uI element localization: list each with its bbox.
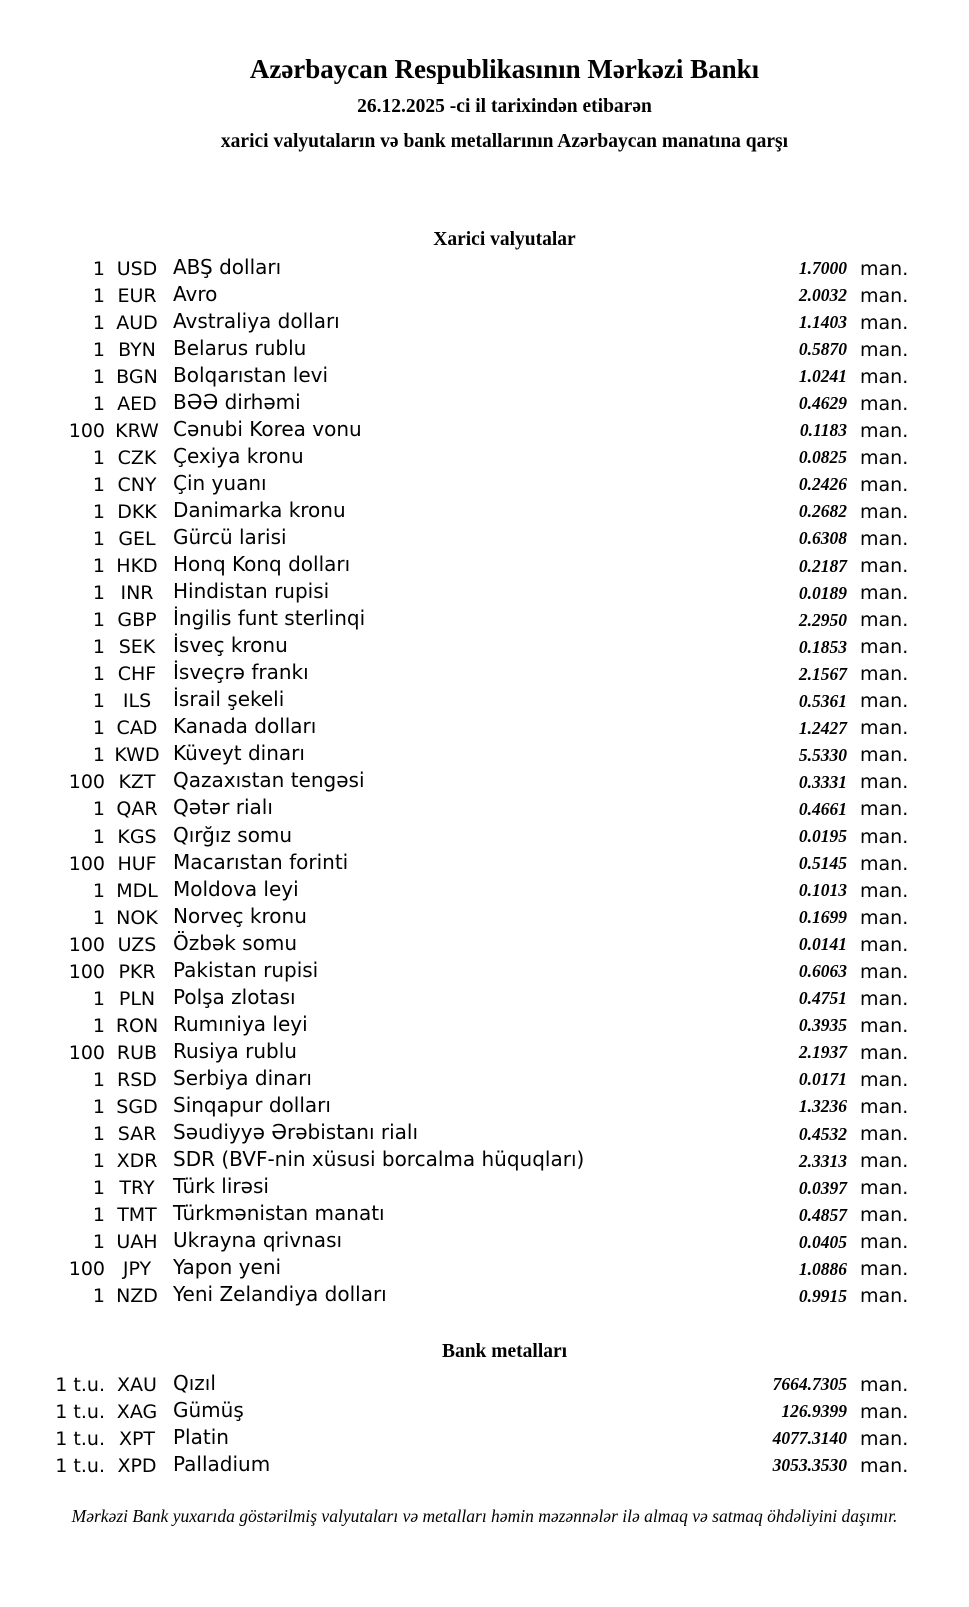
rate-value: 0.4532	[798, 1123, 847, 1144]
unit-label: man.	[860, 1068, 909, 1091]
unit-label: man.	[860, 960, 909, 983]
quantity: 100	[68, 771, 105, 794]
quantity: 1	[92, 1285, 105, 1308]
effective-date-line: 26.12.2025 -ci il tarixindən etibarən	[357, 96, 652, 117]
currency-code: XPD	[117, 1454, 157, 1477]
rate-value: 0.0141	[798, 934, 847, 955]
currency-name: Kanada dolları	[173, 714, 317, 739]
unit-label: man.	[860, 473, 909, 496]
rate-value: 2.1937	[798, 1042, 847, 1063]
unit-label: man.	[860, 311, 909, 334]
quantity: 1 t.u.	[55, 1373, 105, 1396]
currency-rate-row	[0, 1148, 969, 1175]
currency-name: Polşa zlotası	[173, 984, 296, 1009]
currency-name: Çexiya kronu	[173, 443, 304, 468]
unit-label: man.	[860, 1258, 909, 1281]
quantity: 1	[92, 609, 105, 632]
currency-name: Qırğız somu	[173, 822, 293, 847]
quantity: 1	[92, 338, 105, 361]
rate-value: 0.4751	[798, 988, 847, 1009]
currency-name: Macarıstan forinti	[173, 849, 349, 874]
rate-value: 1.2427	[798, 717, 847, 738]
currency-code: PKR	[118, 960, 156, 983]
unit-label: man.	[860, 798, 909, 821]
currencies-section-title: Xarici valyutalar	[433, 229, 576, 250]
currency-name: Küveyt dinarı	[173, 741, 305, 766]
unit-label: man.	[860, 1427, 909, 1450]
currency-rate-row	[0, 1202, 969, 1229]
unit-label: man.	[860, 1095, 909, 1118]
currency-rate-row	[0, 661, 969, 688]
currency-rate-row	[0, 498, 969, 525]
currency-code: GBP	[117, 609, 157, 632]
currency-name: Səudiyyə Ərəbistanı rialı	[173, 1120, 419, 1145]
currency-code: BGN	[116, 365, 158, 388]
quantity: 1	[92, 798, 105, 821]
unit-label: man.	[860, 582, 909, 605]
rate-value: 0.0825	[798, 447, 847, 468]
currency-rate-row	[0, 1283, 969, 1310]
rate-value: 0.1699	[798, 907, 847, 928]
currency-code: CZK	[117, 446, 157, 469]
currency-rate-row	[0, 985, 969, 1012]
quantity: 100	[68, 933, 105, 956]
metal-rate-row	[0, 1452, 969, 1479]
quantity: 1	[92, 365, 105, 388]
rate-value: 0.5145	[798, 853, 847, 874]
unit-label: man.	[860, 663, 909, 686]
rate-value: 3053.3530	[772, 1455, 847, 1476]
currency-name: ABŞ dolları	[173, 254, 282, 279]
currency-code: JPY	[122, 1258, 152, 1281]
rate-value: 0.0195	[798, 826, 847, 846]
currency-code: SGD	[116, 1095, 158, 1118]
unit-label: man.	[860, 392, 909, 415]
currency-name: Moldova leyi	[173, 876, 299, 901]
unit-label: man.	[860, 1373, 909, 1396]
currency-name: Cənubi Korea vonu	[173, 416, 362, 441]
quantity: 1	[92, 500, 105, 523]
currency-name: Yapon yeni	[173, 1255, 282, 1280]
currency-rate-row	[0, 444, 969, 471]
currency-rate-row	[0, 363, 969, 390]
quantity: 1	[92, 1014, 105, 1037]
rate-value: 0.2187	[798, 555, 847, 576]
metal-rate-row	[0, 1425, 969, 1452]
currency-code: TRY	[119, 1177, 155, 1200]
currency-name: SDR (BVF-nin xüsusi borcalma hüquqları)	[173, 1147, 585, 1172]
rate-value: 0.6063	[798, 961, 847, 982]
currency-rate-row	[0, 1256, 969, 1283]
currency-code: AUD	[116, 311, 158, 334]
currency-code: TMT	[117, 1204, 157, 1227]
currency-rate-row	[0, 823, 969, 850]
currency-name: Yeni Zelandiya dolları	[173, 1282, 387, 1307]
quantity: 1 t.u.	[55, 1454, 105, 1477]
currency-code: DKK	[117, 500, 157, 523]
currency-code: NZD	[116, 1285, 158, 1308]
rate-value: 0.0397	[798, 1177, 847, 1198]
unit-label: man.	[860, 906, 909, 929]
currency-code: RON	[115, 1014, 159, 1037]
currency-code: CNY	[117, 473, 157, 496]
quantity: 1	[92, 1095, 105, 1118]
rate-value: 0.4629	[798, 393, 847, 414]
rate-value: 7664.7305	[772, 1374, 847, 1395]
quantity: 1	[92, 1204, 105, 1227]
rate-value: 1.3236	[798, 1096, 847, 1117]
currency-code: EUR	[117, 284, 157, 307]
unit-label: man.	[860, 1014, 909, 1037]
rate-value: 0.5361	[798, 690, 847, 711]
currency-rate-row	[0, 904, 969, 931]
currency-code: XAU	[117, 1373, 157, 1396]
quantity: 1	[92, 392, 105, 415]
currency-rate-row	[0, 1121, 969, 1148]
currency-name: Qazaxıstan tengəsi	[173, 768, 365, 793]
quantity: 1	[92, 744, 105, 767]
currency-rate-row	[0, 931, 969, 958]
quantity: 1	[92, 582, 105, 605]
quantity: 1	[92, 1150, 105, 1173]
quantity: 1	[92, 473, 105, 496]
currency-rate-row	[0, 1012, 969, 1039]
currency-name: Gürcü larisi	[173, 524, 287, 549]
rate-value: 0.1013	[798, 880, 847, 901]
quantity: 1	[92, 1231, 105, 1254]
currency-code: SEK	[118, 636, 156, 659]
currency-name: Qətər rialı	[173, 795, 273, 820]
currency-rate-row	[0, 1229, 969, 1256]
currency-rate-row	[0, 1039, 969, 1066]
quantity: 1	[92, 717, 105, 740]
rate-value: 4077.3140	[772, 1428, 847, 1449]
currency-code: CAD	[116, 717, 158, 740]
metal-rate-row	[0, 1398, 969, 1425]
unit-label: man.	[860, 365, 909, 388]
quantity: 1	[92, 527, 105, 550]
currency-rate-row	[0, 796, 969, 823]
currency-name: Sinqapur dolları	[173, 1092, 331, 1117]
currency-rate-row	[0, 1175, 969, 1202]
currency-rate-row	[0, 336, 969, 363]
unit-label: man.	[860, 1150, 909, 1173]
rate-value: 2.2950	[798, 609, 847, 630]
rate-value: 5.5330	[798, 744, 847, 765]
currency-name: Danimarka kronu	[173, 497, 346, 522]
currency-rate-row	[0, 877, 969, 904]
currency-rate-row	[0, 742, 969, 769]
metals-table	[0, 1371, 969, 1479]
unit-label: man.	[860, 690, 909, 713]
currency-code: RSD	[117, 1068, 157, 1091]
unit-label: man.	[860, 284, 909, 307]
currency-name: İsveçrə frankı	[173, 660, 309, 685]
currency-rate-row	[0, 309, 969, 336]
currency-name: Çin yuanı	[173, 470, 267, 495]
unit-label: man.	[860, 1204, 909, 1227]
rate-value: 0.0189	[798, 582, 847, 603]
currency-name: Avstraliya dolları	[173, 308, 340, 333]
rate-value: 0.0171	[798, 1069, 847, 1090]
currency-code: NOK	[116, 906, 158, 929]
unit-label: man.	[860, 825, 909, 848]
unit-label: man.	[860, 987, 909, 1010]
unit-label: man.	[860, 500, 909, 523]
unit-label: man.	[860, 1231, 909, 1254]
unit-label: man.	[860, 933, 909, 956]
metal-rate-row	[0, 1371, 969, 1398]
currency-code: ILS	[122, 690, 152, 713]
currency-name: Norveç kronu	[173, 903, 307, 928]
currency-code: XPT	[118, 1427, 156, 1450]
rate-value: 0.0405	[798, 1231, 847, 1252]
currency-name: BƏƏ dirhəmi	[173, 389, 301, 414]
currency-name: Türkmənistan manatı	[173, 1201, 385, 1226]
quantity: 1	[92, 311, 105, 334]
currency-rate-row	[0, 417, 969, 444]
quantity: 1	[92, 636, 105, 659]
rate-value: 2.3313	[798, 1150, 847, 1171]
currency-code: GEL	[118, 527, 156, 550]
quantity: 1	[92, 906, 105, 929]
currency-code: MDL	[116, 879, 158, 902]
unit-label: man.	[860, 527, 909, 550]
unit-label: man.	[860, 852, 909, 875]
rate-value: 0.5870	[798, 339, 847, 360]
currency-rate-row	[0, 282, 969, 309]
currency-code: HUF	[117, 852, 157, 875]
quantity: 1	[92, 1123, 105, 1146]
unit-label: man.	[860, 257, 909, 280]
quantity: 1	[92, 663, 105, 686]
currency-rate-row	[0, 634, 969, 661]
currency-name: Rumıniya leyi	[173, 1011, 308, 1036]
currencies-table	[0, 255, 969, 1310]
currency-code: KRW	[115, 419, 159, 442]
rate-value: 0.3935	[798, 1015, 847, 1036]
quantity: 1	[92, 825, 105, 848]
currency-name: Platin	[173, 1424, 229, 1449]
quantity: 1	[92, 1068, 105, 1091]
unit-label: man.	[860, 1177, 909, 1200]
unit-label: man.	[860, 609, 909, 632]
currency-code: PLN	[118, 987, 156, 1010]
quantity: 1	[92, 987, 105, 1010]
currency-name: İngilis funt sterlinqi	[173, 606, 366, 631]
quantity: 1	[92, 257, 105, 280]
currency-name: Qızıl	[173, 1370, 216, 1395]
currency-rate-row	[0, 255, 969, 282]
currency-rate-row	[0, 769, 969, 796]
currency-name: Honq Konq dolları	[173, 552, 351, 577]
unit-label: man.	[860, 1123, 909, 1146]
currency-code: KWD	[114, 744, 160, 767]
currency-name: Hindistan rupisi	[173, 579, 330, 604]
unit-label: man.	[860, 1041, 909, 1064]
quantity: 1	[92, 690, 105, 713]
currency-name: Pakistan rupisi	[173, 957, 319, 982]
quantity: 100	[68, 852, 105, 875]
currency-code: KZT	[118, 771, 156, 794]
rate-value: 0.1183	[799, 420, 847, 441]
quantity: 1 t.u.	[55, 1400, 105, 1423]
currency-rate-row	[0, 525, 969, 552]
currency-rate-row	[0, 553, 969, 580]
unit-label: man.	[860, 1285, 909, 1308]
metals-section-title: Bank metalları	[441, 1341, 568, 1362]
unit-label: man.	[860, 1454, 909, 1477]
unit-label: man.	[860, 419, 909, 442]
unit-label: man.	[860, 717, 909, 740]
currency-rate-row	[0, 607, 969, 634]
currency-name: Avro	[173, 281, 218, 306]
unit-label: man.	[860, 338, 909, 361]
rate-value: 0.4661	[798, 798, 847, 819]
quantity: 1	[92, 284, 105, 307]
currency-code: CHF	[117, 663, 157, 686]
currency-name: Serbiya dinarı	[173, 1065, 312, 1090]
quantity: 100	[68, 1258, 105, 1281]
quantity: 100	[68, 419, 105, 442]
currency-name: İsrail şekeli	[173, 687, 285, 712]
currency-code: KGS	[117, 825, 157, 848]
quantity: 1	[92, 446, 105, 469]
currency-rate-row	[0, 1066, 969, 1093]
unit-label: man.	[860, 555, 909, 578]
quantity: 100	[68, 960, 105, 983]
currency-name: Özbək somu	[173, 930, 297, 955]
currency-code: SAR	[117, 1123, 157, 1146]
currency-code: USD	[116, 257, 158, 280]
rate-value: 0.6308	[798, 528, 847, 549]
currency-name: Bolqarıstan levi	[173, 362, 329, 387]
currency-name: Ukrayna qrivnası	[173, 1228, 343, 1253]
rate-value: 1.7000	[798, 258, 847, 279]
subtitle: xarici valyutaların və bank metallarının Azərbaycan manatına qarşı	[220, 131, 789, 152]
currency-rate-row	[0, 390, 969, 417]
currency-name: Belarus rublu	[173, 335, 307, 360]
quantity: 1 t.u.	[55, 1427, 105, 1450]
currency-code: UZS	[117, 933, 157, 956]
currency-code: AED	[117, 392, 157, 415]
currency-code: UAH	[116, 1231, 158, 1254]
rate-value: 1.1403	[798, 312, 847, 333]
unit-label: man.	[860, 879, 909, 902]
page-title: Azərbaycan Respublikasının Mərkəzi Bankı	[249, 54, 760, 84]
quantity: 1	[92, 1177, 105, 1200]
rate-value: 1.0241	[798, 366, 847, 387]
currency-code: BYN	[118, 338, 156, 361]
currency-rate-row	[0, 715, 969, 742]
quantity: 100	[68, 1041, 105, 1064]
unit-label: man.	[860, 771, 909, 794]
currency-rate-row	[0, 850, 969, 877]
unit-label: man.	[860, 1400, 909, 1423]
currency-code: RUB	[116, 1041, 158, 1064]
currency-name: Rusiya rublu	[173, 1038, 297, 1063]
rate-value: 0.2426	[798, 474, 847, 495]
rate-value: 1.0886	[798, 1258, 847, 1279]
rate-value: 0.3331	[798, 771, 847, 792]
quantity: 1	[92, 879, 105, 902]
currency-name: Türk lirəsi	[173, 1174, 269, 1199]
currency-code: XAG	[116, 1400, 158, 1423]
currency-rate-row	[0, 1093, 969, 1120]
unit-label: man.	[860, 636, 909, 659]
rate-value: 2.0032	[798, 285, 847, 306]
rate-value: 0.4857	[798, 1204, 847, 1225]
currency-rate-row	[0, 580, 969, 607]
currency-code: HKD	[116, 555, 158, 578]
currency-code: INR	[120, 582, 154, 605]
currency-rate-row	[0, 688, 969, 715]
rate-value: 0.2682	[798, 501, 847, 522]
currency-name: Palladium	[173, 1451, 271, 1476]
footer-note: Mərkəzi Bank yuxarıda göstərilmiş valyutaları və metalları həmin məzənnələr ilə almaq və satmaq öhdəliyini daşımır.	[71, 1506, 898, 1526]
rate-value: 126.9399	[781, 1401, 847, 1422]
rate-value: 0.1853	[798, 636, 847, 657]
currency-rate-row	[0, 958, 969, 985]
currency-name: İsveç kronu	[173, 633, 288, 658]
currency-name: Gümüş	[173, 1397, 244, 1422]
currency-rate-row	[0, 471, 969, 498]
rate-value: 2.1567	[798, 663, 847, 684]
quantity: 1	[92, 555, 105, 578]
currency-code: XDR	[116, 1150, 158, 1173]
unit-label: man.	[860, 744, 909, 767]
unit-label: man.	[860, 446, 909, 469]
rate-value: 0.9915	[798, 1285, 847, 1306]
currency-code: QAR	[116, 798, 158, 821]
